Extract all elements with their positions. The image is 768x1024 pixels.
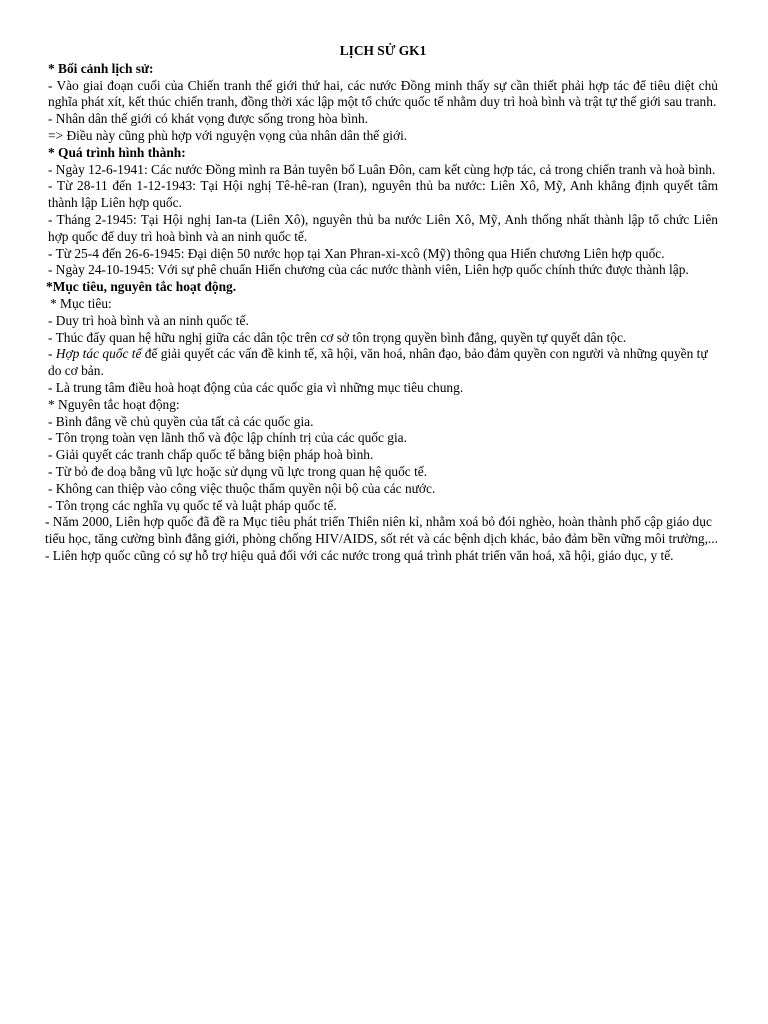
principle-item-2: - Tôn trọng toàn vẹn lãnh thổ và độc lập chính trị của các quốc gia. xyxy=(48,430,407,446)
process-item-5: - Ngày 24-10-1945: Với sự phê chuẩn Hiến chương của các nước thành viên, Liên hợp quốc chính thức được thành lập. xyxy=(48,262,689,278)
context-paragraph-3: => Điều này cũng phù hợp với nguyện vọng của nhân dân thế giới. xyxy=(48,127,408,143)
goal-item-2: - Thúc đẩy quan hệ hữu nghị giữa các dân tộc trên cơ sở tôn trọng quyền bình đẳng, quyền tự quyết dân tộc. xyxy=(48,329,627,345)
principles-label: * Nguyên tắc hoạt động: xyxy=(48,396,180,412)
paragraph-support: - Liên hợp quốc cũng có sự hỗ trợ hiệu quả đối với các nước trong quá trình phát triển văn hoá, xã hội, giáo dục, y tế. xyxy=(45,547,674,563)
context-paragraph-2: - Nhân dân thế giới có khát vọng được sống trong hòa bình. xyxy=(48,111,369,127)
goal-item-3-prefix: - xyxy=(48,346,56,362)
goal-item-4: - Là trung tâm điều hoà hoạt động của các quốc gia vì những mục tiêu chung. xyxy=(48,379,464,395)
goal-item-3-rest: để giải quyết các vấn đề kinh tế, xã hội, văn hoá, nhân đạo, bảo đảm quyền con người và những quyền tự do cơ bản. xyxy=(48,346,708,379)
process-item-4: - Từ 25-4 đến 26-6-1945: Đại diện 50 nước họp tại Xan Phran-xi-xcô (Mỹ) thông qua Hiến chương Liên hợp quốc. xyxy=(48,245,665,261)
goal-item-3-italic: Hợp tác quốc tế xyxy=(55,346,142,362)
process-item-1: - Ngày 12-6-1941: Các nước Đồng mình ra Bản tuyên bố Luân Đôn, cam kết cùng hợp tác, cả trong chiến tranh và hoà bình. xyxy=(48,161,716,177)
process-item-2: - Từ 28-11 đến 1-12-1943: Tại Hội nghị Tê-hê-ran (Iran), nguyên thủ ba nước: Liên Xô, Mỹ, Anh khẳng định quyết tâm thành lập Liên hợp quốc. xyxy=(48,178,718,211)
goals-label: * Mục tiêu: xyxy=(50,295,112,311)
heading-goals: *Mục tiêu, nguyên tắc hoạt động. xyxy=(46,279,237,295)
heading-context: * Bối cảnh lịch sử: xyxy=(48,60,154,76)
paragraph-year-2000: - Năm 2000, Liên hợp quốc đã đề ra Mục tiêu phát triển Thiên niên kỉ, nhằm xoá bỏ đói nghèo, hoàn thành phổ cập giáo dục tiểu học, tăng cường bình đẳng giới, phòng chống HIV/AIDS, sốt rét và các bệnh dịch khác, bảo đảm bền vững môi trường,... xyxy=(45,514,718,547)
heading-process: * Quá trình hình thành: xyxy=(48,144,186,160)
principle-item-4: - Từ bỏ đe doạ bằng vũ lực hoặc sử dụng vũ lực trong quan hệ quốc tế. xyxy=(48,463,428,479)
principle-item-3: - Giải quyết các tranh chấp quốc tế bằng biện pháp hoà bình. xyxy=(48,447,374,463)
goal-item-3 xyxy=(48,346,718,380)
principle-item-1: - Bình đẳng về chủ quyền của tất cả các quốc gia. xyxy=(48,413,314,429)
document-title: LỊCH SỬ GK1 xyxy=(339,43,427,58)
principle-item-6: - Tôn trọng các nghĩa vụ quốc tế và luật pháp quốc tế. xyxy=(48,497,337,513)
process-item-3: - Tháng 2-1945: Tại Hội nghị Ian-ta (Liên Xô), nguyên thủ ba nước Liên Xô, Mỹ, Anh thống nhất thành lập tổ chức Liên hợp quốc để duy trì hoà bình và an ninh quốc tế. xyxy=(48,211,718,244)
principle-item-5: - Không can thiệp vào công việc thuộc thẩm quyền nội bộ của các nước. xyxy=(48,480,436,496)
context-paragraph-1: - Vào giai đoạn cuối của Chiến tranh thế giới thứ hai, các nước Đồng minh thấy sự cần thiết phải hợp tác để tiêu diệt chủ nghĩa phát xít, kết thúc chiến tranh, đồng thời xác lập một tổ chức quốc tế nhằm duy trì hoà bình và trật tự thế giới sau tranh. xyxy=(48,77,718,110)
goal-item-1: - Duy trì hoà bình và an ninh quốc tế. xyxy=(48,312,249,328)
